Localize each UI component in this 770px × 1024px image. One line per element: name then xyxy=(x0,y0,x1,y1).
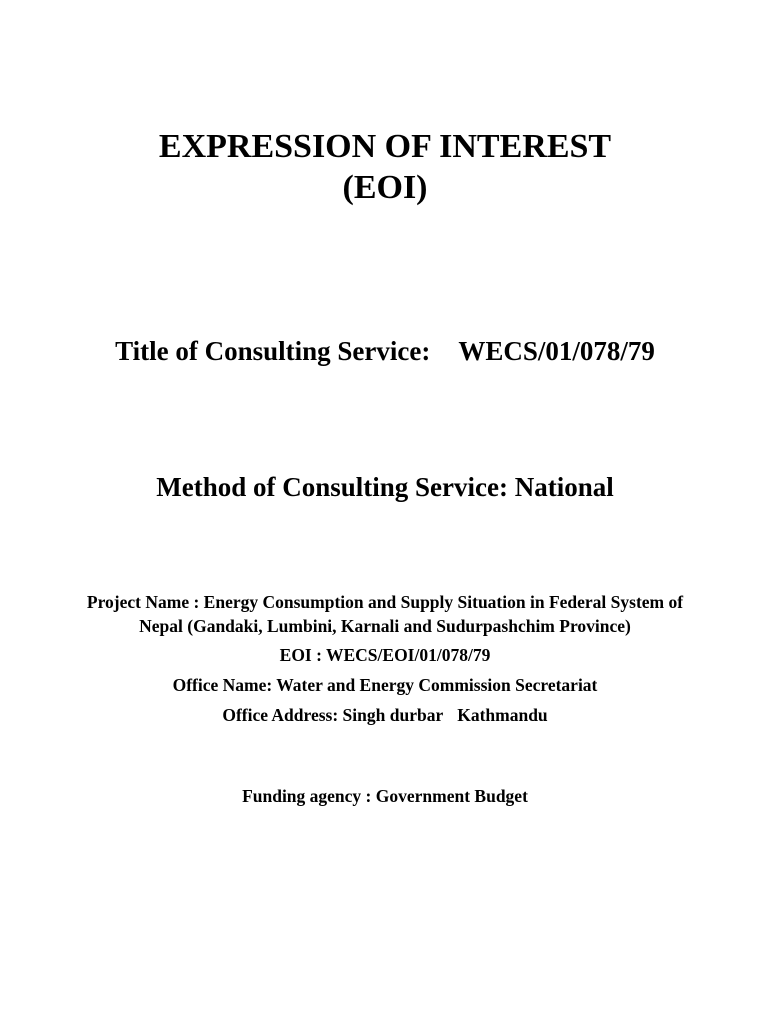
consulting-service-method: Method of Consulting Service: National xyxy=(156,472,614,502)
office-address xyxy=(0,704,770,726)
document-title-abbreviation: (EOI) xyxy=(342,169,428,206)
project-name-line-2: Nepal (Gandaki, Lumbini, Karnali and Sudurpashchim Province) xyxy=(139,616,631,636)
consulting-service-title-value: WECS/01/078/79 xyxy=(458,336,655,366)
funding-agency: Funding agency : Government Budget xyxy=(242,786,528,806)
consulting-service-title xyxy=(0,335,770,367)
office-name: Office Name: Water and Energy Commission Secretariat xyxy=(172,675,598,695)
project-name-line-1: Project Name : Energy Consumption and Supply Situation in Federal System of xyxy=(86,592,684,612)
office-address-label: Office Address: Singh durbar xyxy=(222,705,444,725)
consulting-service-title-label: Title of Consulting Service: xyxy=(115,336,431,366)
document-title: EXPRESSION OF INTEREST xyxy=(158,128,612,165)
eoi-number: EOI : WECS/EOI/01/078/79 xyxy=(279,645,491,665)
office-address-city: Kathmandu xyxy=(457,705,548,725)
